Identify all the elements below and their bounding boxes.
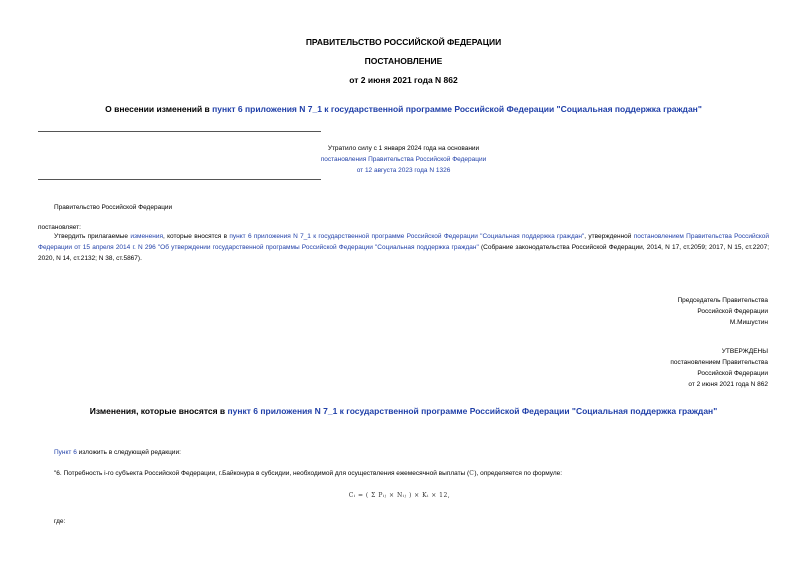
- p1-text-a: Утвердить прилагаемые: [54, 233, 131, 240]
- validity-link-line-3[interactable]: от 12 августа 2023 года N 1326: [356, 167, 451, 174]
- approved-line-3: Российской Федерации: [697, 370, 768, 377]
- p1-text-b: , которые вносятся в: [163, 233, 230, 240]
- document-date-number: от 2 июня 2021 года N 862: [349, 75, 458, 85]
- government-heading: ПРАВИТЕЛЬСТВО РОССИЙСКОЙ ФЕДЕРАЦИИ: [305, 37, 502, 47]
- item-6-paragraph: [54, 468, 562, 479]
- appendix-link[interactable]: пункт 6 приложения N 7_1 к государственной программе Российской Федерации "Социальная поддержка граждан": [229, 233, 585, 240]
- title-link[interactable]: пункт 6 приложения N 7_1 к государственной программе Российской Федерации "Социальная поддержка граждан": [212, 104, 702, 114]
- approved-line-2: постановлением Правительства: [670, 359, 768, 366]
- changes-link[interactable]: изменения: [130, 233, 163, 240]
- signature-name: М.Мишустин: [729, 319, 768, 326]
- symbol-c: C: [469, 470, 475, 477]
- divider-top: [38, 131, 321, 132]
- changes-title: [0, 406, 807, 416]
- government-intro: Правительство Российской Федерации: [54, 204, 173, 211]
- item-6-text-a: "6. Потребность i-го субъекта Российской Федерации, г.Байконура в субсидии, необходимой для осуществления ежемесячной выплаты (: [54, 470, 470, 477]
- approved-label: УТВЕРЖДЕНЫ: [721, 348, 768, 355]
- changes-title-link[interactable]: пункт 6 приложения N 7_1 к государственной программе Российской Федерации "Социальная поддержка граждан": [227, 406, 718, 416]
- validity-line-1: Утратило силу с 1 января 2024 года на основании: [327, 145, 480, 152]
- p1-text-d: (Собрание законодательства Российской Федерации, 2014, N 17, ст.2059; 2017, N 15, ст.2207; 2020, N 14, ст.2132; N 38, ст.5867).: [38, 244, 769, 262]
- signature-title-2: Российской Федерации: [697, 308, 768, 315]
- point-6-text: изложить в следующей редакции:: [76, 449, 181, 456]
- p1-text-c: , утвержденной: [584, 233, 634, 240]
- document-title: [0, 104, 807, 114]
- main-paragraph: [38, 231, 769, 264]
- formula: Cᵢ = ( Σ Pᵢⱼ × Nᵢⱼ ) × Kᵢ × 12,: [348, 492, 451, 499]
- validity-link-line-2[interactable]: постановления Правительства Российской Федерации: [320, 156, 487, 163]
- item-6-text-b: ), определяется по формуле:: [474, 470, 563, 477]
- approved-line-4: от 2 июня 2021 года N 862: [688, 381, 768, 388]
- where-label: где:: [54, 518, 66, 525]
- signature-title-1: Председатель Правительства: [677, 297, 768, 304]
- divider-bottom: [38, 179, 321, 180]
- point-6-link[interactable]: Пункт 6: [54, 449, 77, 456]
- changes-title-prefix: Изменения, которые вносятся в: [89, 406, 228, 416]
- resolution-296-link[interactable]: постановлением Правительства Российской Федерации от 15 апреля 2014 г. N 296 "Об утверждении государственной программы Российской Федерации "Социальная поддержка граждан": [38, 233, 770, 251]
- decides-label: постановляет:: [38, 224, 81, 231]
- document-type: ПОСТАНОВЛЕНИЕ: [364, 56, 443, 66]
- title-prefix: О внесении изменений в: [105, 104, 213, 114]
- point-6-instruction: [54, 447, 181, 458]
